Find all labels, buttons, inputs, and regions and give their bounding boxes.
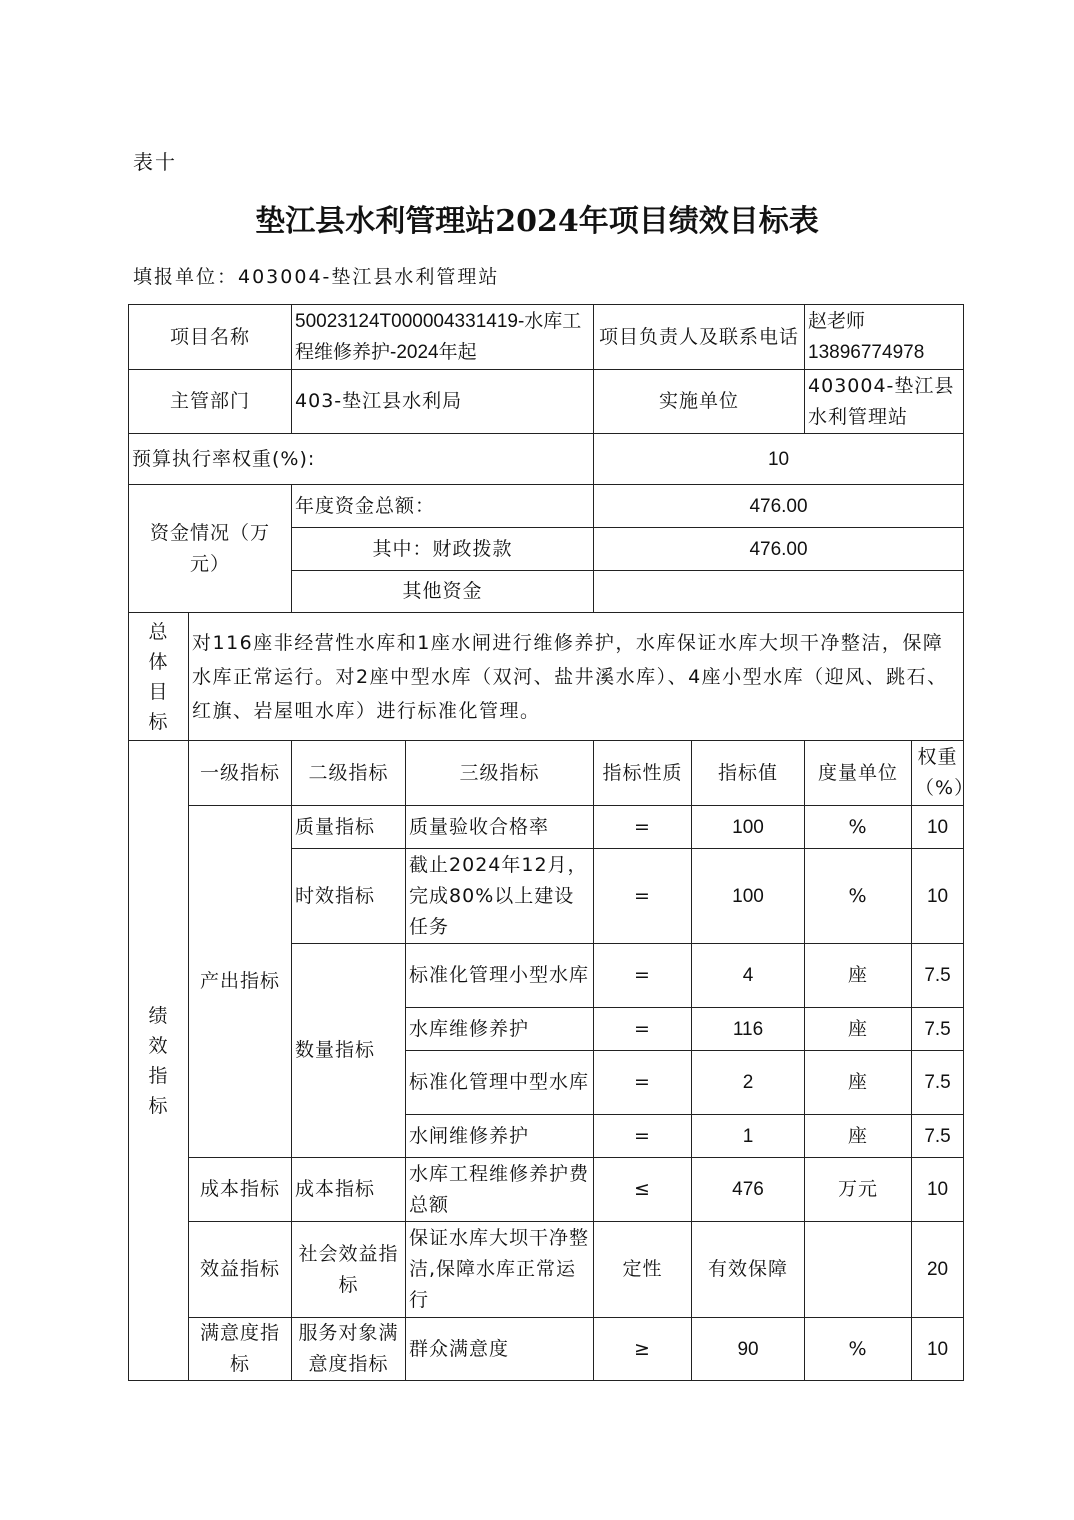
row-unit: 座 — [805, 1051, 912, 1115]
reporting-unit: 填报单位：403004-垫江县水利管理站 — [133, 266, 500, 288]
group-cost-l2: 成本指标 — [292, 1158, 406, 1222]
header-level2: 二级指标 — [292, 741, 406, 806]
group-cost-l1: 成本指标 — [189, 1158, 292, 1222]
row-nature: ≥ — [594, 1318, 692, 1381]
row-nature: = — [594, 944, 692, 1008]
row-unit: 座 — [805, 944, 912, 1008]
row-l3: 标准化管理中型水库 — [406, 1051, 594, 1115]
row-nature: = — [594, 849, 692, 944]
perf-label-text: 绩效指标 — [148, 1004, 169, 1117]
dept-value: 403-垫江县水利局 — [292, 370, 594, 434]
row-unit: 座 — [805, 1115, 912, 1158]
row-l3: 群众满意度 — [406, 1318, 594, 1381]
funds-other-value — [594, 571, 964, 613]
dept-label: 主管部门 — [129, 370, 292, 434]
row-nature: = — [594, 1115, 692, 1158]
table-number-label: 表十 — [133, 150, 177, 174]
header-value: 指标值 — [692, 741, 805, 806]
row-value: 116 — [692, 1008, 805, 1051]
row-l3: 水库维修养护 — [406, 1008, 594, 1051]
row-unit: % — [805, 806, 912, 849]
contact-label: 项目负责人及联系电话 — [594, 305, 805, 370]
header-weight: 权重（%） — [912, 741, 964, 806]
header-unit: 度量单位 — [805, 741, 912, 806]
group-satisfaction-l2: 服务对象满意度指标 — [292, 1318, 406, 1381]
row-value: 90 — [692, 1318, 805, 1381]
row-value: 1 — [692, 1115, 805, 1158]
header-nature: 指标性质 — [594, 741, 692, 806]
objective-label-text: 总体目标 — [148, 620, 169, 733]
funds-total-value: 476.00 — [594, 485, 964, 528]
funds-label: 资金情况（万元） — [129, 485, 292, 613]
row-nature: = — [594, 806, 692, 849]
row-weight: 10 — [912, 849, 964, 944]
table-row — [129, 434, 964, 485]
row-nature: ≤ — [594, 1158, 692, 1222]
row-weight: 10 — [912, 806, 964, 849]
row-value: 有效保障 — [692, 1222, 805, 1318]
group-timeliness: 时效指标 — [292, 849, 406, 944]
row-weight: 7.5 — [912, 944, 964, 1008]
table-row — [129, 370, 964, 434]
table-row — [129, 613, 964, 741]
row-l3: 标准化管理小型水库 — [406, 944, 594, 1008]
row-weight: 20 — [912, 1222, 964, 1318]
table-row — [129, 1318, 964, 1381]
impl-label: 实施单位 — [594, 370, 805, 434]
header-level1: 一级指标 — [189, 741, 292, 806]
row-unit: % — [805, 849, 912, 944]
group-output: 产出指标 — [189, 806, 292, 1158]
row-weight: 10 — [912, 1318, 964, 1381]
group-quantity: 数量指标 — [292, 944, 406, 1158]
row-nature: 定性 — [594, 1222, 692, 1318]
objective-text: 对116座非经营性水库和1座水闸进行维修养护，水库保证水库大坝干净整洁，保障水库正常运行。对2座中型水库（双河、盐井溪水库）、4座小型水库（迎风、跳石、红旗、岩屋咀水库）进行标准化管理。 — [189, 613, 964, 741]
funds-fiscal-value: 476.00 — [594, 528, 964, 571]
row-value: 100 — [692, 849, 805, 944]
page-title: 垫江县水利管理站2024年项目绩效目标表 — [255, 204, 819, 239]
row-value: 100 — [692, 806, 805, 849]
row-unit — [805, 1222, 912, 1318]
row-nature: = — [594, 1051, 692, 1115]
funds-other-label: 其他资金 — [292, 571, 594, 613]
table-header-row — [129, 741, 964, 806]
contact-value: 赵老师13896774978 — [805, 305, 964, 370]
group-quality: 质量指标 — [292, 806, 406, 849]
header-level3: 三级指标 — [406, 741, 594, 806]
row-l3: 截止2024年12月，完成80%以上建设任务 — [406, 849, 594, 944]
row-value: 2 — [692, 1051, 805, 1115]
row-l3: 质量验收合格率 — [406, 806, 594, 849]
row-weight: 7.5 — [912, 1008, 964, 1051]
row-l3: 保证水库大坝干净整洁,保障水库正常运行 — [406, 1222, 594, 1318]
funds-total-label: 年度资金总额： — [292, 485, 594, 528]
budget-weight-label: 预算执行率权重(%): — [129, 434, 594, 485]
table-row — [129, 1158, 964, 1222]
row-weight: 10 — [912, 1158, 964, 1222]
row-unit: % — [805, 1318, 912, 1381]
group-benefit-l2: 社会效益指标 — [292, 1222, 406, 1318]
objective-label — [129, 613, 189, 741]
row-l3: 水库工程维修养护费总额 — [406, 1158, 594, 1222]
project-name-label: 项目名称 — [129, 305, 292, 370]
row-nature: = — [594, 1008, 692, 1051]
row-l3: 水闸维修养护 — [406, 1115, 594, 1158]
row-value: 476 — [692, 1158, 805, 1222]
row-weight: 7.5 — [912, 1115, 964, 1158]
table-row — [129, 1222, 964, 1318]
impl-value: 403004-垫江县水利管理站 — [805, 370, 964, 434]
perf-label — [129, 741, 189, 1381]
row-unit: 万元 — [805, 1158, 912, 1222]
row-weight: 7.5 — [912, 1051, 964, 1115]
row-value: 4 — [692, 944, 805, 1008]
table-row — [129, 305, 964, 370]
budget-weight-value: 10 — [594, 434, 964, 485]
table-row — [129, 806, 964, 849]
group-benefit-l1: 效益指标 — [189, 1222, 292, 1318]
group-satisfaction-l1: 满意度指标 — [189, 1318, 292, 1381]
project-name-value: 50023124T000004331419-水库工程维修养护-2024年起 — [292, 305, 594, 370]
funds-fiscal-label: 其中：财政拨款 — [292, 528, 594, 571]
row-unit: 座 — [805, 1008, 912, 1051]
performance-table — [128, 304, 975, 1381]
table-row — [129, 485, 964, 528]
